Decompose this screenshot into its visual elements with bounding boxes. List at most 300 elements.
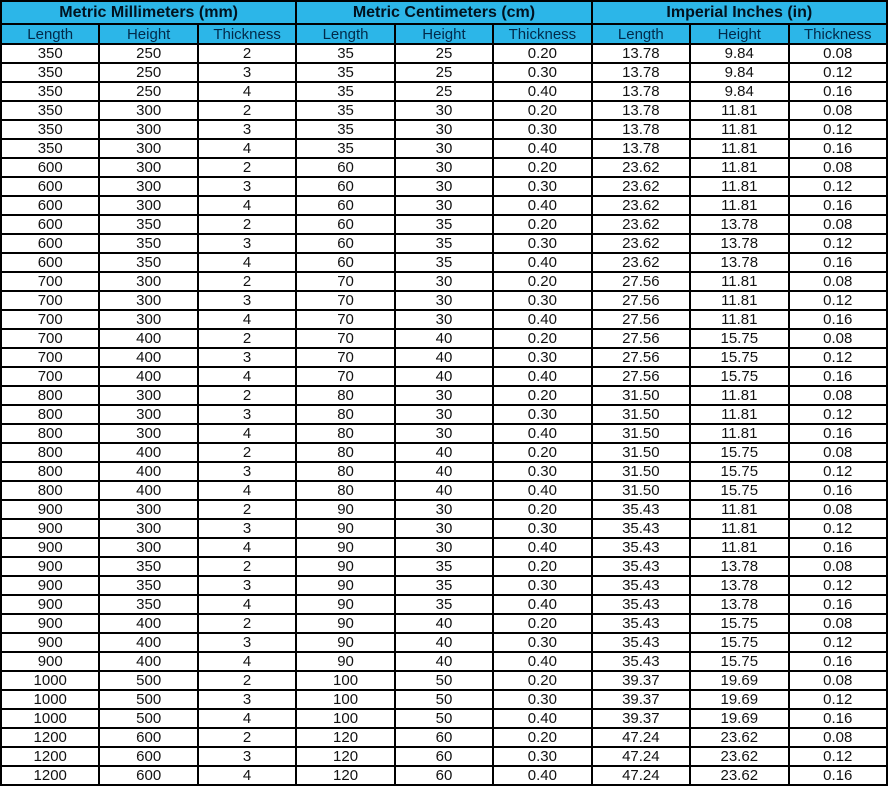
table-cell: 4 [198,766,296,785]
table-cell: 4 [198,82,296,101]
table-cell: 0.40 [493,253,591,272]
table-cell: 300 [99,272,197,291]
table-cell: 0.30 [493,633,591,652]
table-cell: 3 [198,690,296,709]
table-cell: 4 [198,652,296,671]
table-cell: 0.40 [493,595,591,614]
table-cell: 11.81 [690,196,788,215]
table-cell: 90 [296,614,394,633]
table-cell: 350 [1,44,99,63]
column-header-length-1: Length [296,24,394,44]
table-cell: 35 [296,82,394,101]
table-cell: 0.40 [493,196,591,215]
table-cell: 47.24 [592,728,690,747]
table-cell: 350 [1,82,99,101]
table-cell: 13.78 [690,576,788,595]
table-cell: 0.08 [789,671,888,690]
table-cell: 400 [99,633,197,652]
table-cell: 40 [395,462,493,481]
table-cell: 40 [395,348,493,367]
table-cell: 60 [296,177,394,196]
table-row [1,424,887,443]
table-cell: 80 [296,405,394,424]
table-cell: 250 [99,44,197,63]
table-cell: 35 [395,253,493,272]
table-cell: 600 [99,747,197,766]
table-cell: 40 [395,443,493,462]
table-row [1,538,887,557]
table-cell: 13.78 [690,595,788,614]
table-cell: 2 [198,44,296,63]
table-cell: 35.43 [592,519,690,538]
table-cell: 700 [1,367,99,386]
table-cell: 3 [198,405,296,424]
table-cell: 90 [296,652,394,671]
table-cell: 11.81 [690,538,788,557]
table-cell: 30 [395,177,493,196]
table-cell: 11.81 [690,405,788,424]
table-cell: 0.40 [493,310,591,329]
table-cell: 2 [198,614,296,633]
table-cell: 350 [1,101,99,120]
table-cell: 0.12 [789,747,888,766]
table-cell: 15.75 [690,652,788,671]
table-cell: 0.30 [493,462,591,481]
table-cell: 0.12 [789,405,888,424]
table-cell: 39.37 [592,709,690,728]
table-cell: 11.81 [690,519,788,538]
table-row [1,747,887,766]
table-cell: 80 [296,462,394,481]
table-cell: 35.43 [592,633,690,652]
table-cell: 30 [395,272,493,291]
table-cell: 0.40 [493,709,591,728]
column-header-row [1,24,887,44]
table-cell: 700 [1,329,99,348]
table-cell: 60 [296,253,394,272]
table-cell: 400 [99,462,197,481]
table-cell: 31.50 [592,462,690,481]
table-cell: 900 [1,557,99,576]
table-cell: 90 [296,538,394,557]
table-cell: 4 [198,595,296,614]
table-cell: 11.81 [690,424,788,443]
table-cell: 800 [1,443,99,462]
table-cell: 13.78 [592,120,690,139]
table-row [1,101,887,120]
table-cell: 3 [198,747,296,766]
table-cell: 120 [296,766,394,785]
table-row [1,120,887,139]
table-cell: 0.16 [789,367,888,386]
table-cell: 100 [296,671,394,690]
table-cell: 300 [99,291,197,310]
column-header-length-2: Length [592,24,690,44]
table-cell: 1200 [1,728,99,747]
table-cell: 300 [99,120,197,139]
table-row [1,405,887,424]
group-header-metric-cm: Metric Centimeters (cm) [296,1,591,24]
table-cell: 2 [198,215,296,234]
table-cell: 1000 [1,671,99,690]
table-cell: 11.81 [690,158,788,177]
table-cell: 300 [99,158,197,177]
table-cell: 60 [296,215,394,234]
table-cell: 250 [99,63,197,82]
table-cell: 0.08 [789,386,888,405]
table-cell: 0.16 [789,652,888,671]
table-cell: 800 [1,462,99,481]
table-cell: 300 [99,101,197,120]
table-cell: 60 [296,158,394,177]
table-cell: 0.12 [789,291,888,310]
table-cell: 1200 [1,747,99,766]
table-cell: 11.81 [690,272,788,291]
group-header-row [1,1,887,24]
table-cell: 400 [99,348,197,367]
table-cell: 600 [99,728,197,747]
table-cell: 0.12 [789,462,888,481]
table-row [1,652,887,671]
table-cell: 0.16 [789,481,888,500]
table-cell: 3 [198,177,296,196]
table-cell: 500 [99,690,197,709]
table-cell: 19.69 [690,671,788,690]
table-cell: 1000 [1,690,99,709]
table-cell: 500 [99,671,197,690]
table-row [1,386,887,405]
table-cell: 0.30 [493,234,591,253]
table-cell: 47.24 [592,747,690,766]
table-cell: 0.20 [493,158,591,177]
table-cell: 35.43 [592,576,690,595]
table-cell: 350 [99,215,197,234]
table-cell: 35 [296,101,394,120]
table-cell: 90 [296,500,394,519]
table-cell: 4 [198,538,296,557]
table-cell: 0.12 [789,120,888,139]
table-cell: 0.20 [493,329,591,348]
table-row [1,234,887,253]
table-cell: 0.20 [493,557,591,576]
table-cell: 90 [296,557,394,576]
table-cell: 600 [1,253,99,272]
table-cell: 900 [1,576,99,595]
table-row [1,253,887,272]
table-cell: 0.20 [493,386,591,405]
table-cell: 15.75 [690,633,788,652]
table-cell: 350 [1,139,99,158]
table-cell: 4 [198,310,296,329]
table-cell: 0.08 [789,614,888,633]
table-cell: 40 [395,652,493,671]
table-cell: 0.30 [493,576,591,595]
table-row [1,614,887,633]
table-cell: 0.40 [493,481,591,500]
table-cell: 4 [198,481,296,500]
table-row [1,63,887,82]
table-cell: 2 [198,500,296,519]
table-cell: 13.78 [592,63,690,82]
table-cell: 80 [296,443,394,462]
table-cell: 350 [99,234,197,253]
table-cell: 2 [198,443,296,462]
table-cell: 0.16 [789,196,888,215]
table-cell: 80 [296,481,394,500]
table-cell: 70 [296,329,394,348]
table-cell: 400 [99,329,197,348]
table-cell: 600 [1,234,99,253]
table-cell: 0.20 [493,101,591,120]
table-cell: 40 [395,481,493,500]
table-cell: 0.12 [789,234,888,253]
table-cell: 0.08 [789,329,888,348]
table-cell: 40 [395,614,493,633]
table-row [1,671,887,690]
table-cell: 23.62 [690,766,788,785]
table-row [1,766,887,785]
table-cell: 900 [1,652,99,671]
table-cell: 120 [296,728,394,747]
table-cell: 35 [395,215,493,234]
table-cell: 27.56 [592,272,690,291]
table-cell: 400 [99,481,197,500]
table-cell: 50 [395,671,493,690]
table-row [1,196,887,215]
table-row [1,481,887,500]
table-cell: 35.43 [592,500,690,519]
table-cell: 35 [395,557,493,576]
table-cell: 300 [99,538,197,557]
table-row [1,576,887,595]
table-cell: 23.62 [690,728,788,747]
table-cell: 0.16 [789,424,888,443]
table-cell: 0.12 [789,633,888,652]
table-cell: 4 [198,253,296,272]
table-cell: 13.78 [690,557,788,576]
table-row [1,462,887,481]
table-cell: 0.08 [789,215,888,234]
column-header-thickness-2: Thickness [789,24,888,44]
table-cell: 30 [395,519,493,538]
table-cell: 3 [198,348,296,367]
table-cell: 90 [296,576,394,595]
column-header-height-0: Height [99,24,197,44]
table-cell: 3 [198,633,296,652]
table-cell: 35 [395,595,493,614]
table-cell: 19.69 [690,709,788,728]
table-cell: 31.50 [592,386,690,405]
table-row [1,443,887,462]
table-cell: 0.16 [789,709,888,728]
table-cell: 13.78 [690,253,788,272]
table-cell: 2 [198,101,296,120]
table-row [1,310,887,329]
table-cell: 800 [1,386,99,405]
table-cell: 0.16 [789,310,888,329]
table-row [1,557,887,576]
table-cell: 120 [296,747,394,766]
table-cell: 2 [198,728,296,747]
table-cell: 27.56 [592,310,690,329]
column-header-length-0: Length [1,24,99,44]
table-cell: 600 [99,766,197,785]
table-cell: 35 [395,576,493,595]
table-cell: 27.56 [592,291,690,310]
table-cell: 31.50 [592,405,690,424]
table-cell: 0.30 [493,348,591,367]
table-cell: 30 [395,120,493,139]
table-cell: 4 [198,139,296,158]
table-cell: 35.43 [592,595,690,614]
table-cell: 80 [296,424,394,443]
table-cell: 300 [99,196,197,215]
table-cell: 3 [198,519,296,538]
table-cell: 30 [395,139,493,158]
table-cell: 800 [1,481,99,500]
table-cell: 70 [296,310,394,329]
table-cell: 30 [395,291,493,310]
table-cell: 23.62 [592,177,690,196]
table-row [1,139,887,158]
table-cell: 2 [198,329,296,348]
table-cell: 15.75 [690,348,788,367]
table-cell: 0.12 [789,576,888,595]
table-cell: 11.81 [690,291,788,310]
table-cell: 40 [395,367,493,386]
table-cell: 0.40 [493,766,591,785]
table-cell: 350 [99,595,197,614]
table-cell: 0.40 [493,538,591,557]
table-cell: 250 [99,82,197,101]
table-cell: 0.08 [789,272,888,291]
table-cell: 300 [99,177,197,196]
table-row [1,158,887,177]
table-row [1,728,887,747]
table-row [1,329,887,348]
table-cell: 300 [99,500,197,519]
table-cell: 3 [198,234,296,253]
table-cell: 23.62 [592,215,690,234]
table-cell: 70 [296,272,394,291]
table-cell: 0.30 [493,177,591,196]
table-cell: 15.75 [690,443,788,462]
table-cell: 3 [198,576,296,595]
table-cell: 0.40 [493,82,591,101]
table-cell: 2 [198,158,296,177]
table-cell: 900 [1,595,99,614]
table-cell: 9.84 [690,44,788,63]
table-cell: 0.30 [493,291,591,310]
table-row [1,633,887,652]
table-cell: 13.78 [592,139,690,158]
table-cell: 600 [1,158,99,177]
table-cell: 11.81 [690,500,788,519]
table-cell: 13.78 [592,82,690,101]
table-cell: 0.12 [789,348,888,367]
table-cell: 35 [296,63,394,82]
table-cell: 4 [198,367,296,386]
table-cell: 13.78 [592,101,690,120]
table-cell: 39.37 [592,671,690,690]
table-cell: 15.75 [690,614,788,633]
table-cell: 11.81 [690,177,788,196]
table-cell: 60 [296,234,394,253]
table-cell: 9.84 [690,63,788,82]
table-cell: 13.78 [592,44,690,63]
table-cell: 0.20 [493,671,591,690]
table-cell: 35 [395,234,493,253]
table-cell: 100 [296,690,394,709]
table-row [1,44,887,63]
table-cell: 11.81 [690,120,788,139]
table-cell: 70 [296,291,394,310]
table-cell: 30 [395,424,493,443]
table-cell: 70 [296,367,394,386]
table-row [1,595,887,614]
table-cell: 400 [99,367,197,386]
table-cell: 30 [395,196,493,215]
table-cell: 30 [395,538,493,557]
table-cell: 350 [99,576,197,595]
table-cell: 0.20 [493,272,591,291]
table-cell: 2 [198,272,296,291]
table-cell: 3 [198,462,296,481]
table-cell: 900 [1,500,99,519]
table-cell: 0.16 [789,538,888,557]
table-cell: 800 [1,405,99,424]
table-cell: 40 [395,329,493,348]
table-cell: 23.62 [690,747,788,766]
table-cell: 35 [296,44,394,63]
table-cell: 0.08 [789,500,888,519]
table-cell: 35.43 [592,557,690,576]
table-cell: 600 [1,196,99,215]
table-cell: 60 [296,196,394,215]
table-cell: 300 [99,424,197,443]
table-row [1,177,887,196]
table-cell: 35 [296,139,394,158]
table-cell: 0.08 [789,557,888,576]
table-cell: 0.16 [789,82,888,101]
table-row [1,215,887,234]
table-cell: 2 [198,386,296,405]
table-cell: 19.69 [690,690,788,709]
table-cell: 0.16 [789,253,888,272]
table-cell: 9.84 [690,82,788,101]
table-cell: 400 [99,443,197,462]
table-cell: 3 [198,291,296,310]
table-cell: 11.81 [690,139,788,158]
table-cell: 35.43 [592,652,690,671]
table-cell: 800 [1,424,99,443]
table-cell: 0.30 [493,120,591,139]
table-cell: 1000 [1,709,99,728]
column-header-thickness-0: Thickness [198,24,296,44]
table-cell: 35 [296,120,394,139]
table-cell: 0.30 [493,690,591,709]
table-cell: 23.62 [592,253,690,272]
table-cell: 300 [99,405,197,424]
table-cell: 0.20 [493,500,591,519]
table-cell: 0.20 [493,44,591,63]
table-cell: 0.30 [493,405,591,424]
column-header-height-1: Height [395,24,493,44]
table-cell: 700 [1,310,99,329]
table-cell: 0.12 [789,177,888,196]
table-cell: 0.40 [493,424,591,443]
table-cell: 900 [1,633,99,652]
